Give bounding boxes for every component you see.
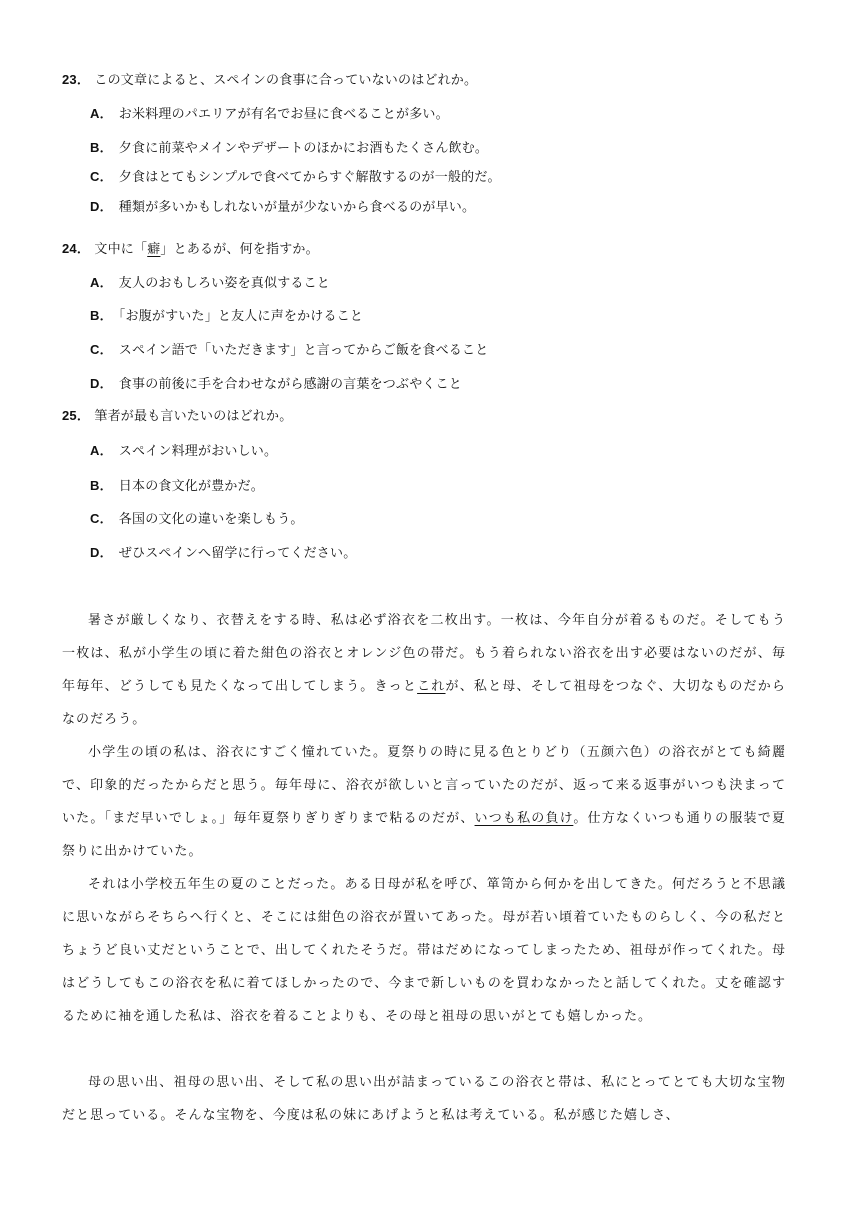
paragraph-text: が、私と母、そして祖母をつなぐ、大切なものだからなのだろう。 [62, 679, 786, 727]
option-24-a [90, 274, 330, 293]
option-23-b [90, 139, 488, 158]
option-24-c [90, 341, 488, 360]
underlined-phrase: いつも私の負け [474, 811, 574, 826]
option-25-d [90, 544, 356, 563]
underlined-term: 癖 [147, 242, 161, 257]
option-23-c [90, 168, 501, 187]
option-text: 友人のおもしろい姿を真似すること [118, 276, 330, 291]
option-text: スペイン料理がおいしい。 [118, 444, 278, 459]
question-25 [62, 407, 292, 426]
passage-paragraph-4 [62, 1066, 786, 1132]
option-text: 夕食はとてもシンプルで食べてからすぐ解散するのが一般的だ。 [118, 170, 501, 185]
option-letter: D． [90, 376, 113, 391]
question-text [94, 242, 318, 257]
option-text: 夕食に前菜やメインやデザートのほかにお酒もたくさん飲む。 [118, 141, 489, 156]
option-text: 日本の食文化が豊かだ。 [118, 479, 264, 494]
paragraph-text: 。仕方なくいつも通りの服装で夏祭りに出かけていた。 [62, 811, 786, 859]
option-text: ぜひスペインへ留学に行ってください。 [118, 546, 357, 561]
option-text: 「お腹がすいた」と友人に声をかけること [118, 309, 364, 324]
question-24 [62, 240, 319, 259]
underlined-phrase: これ [417, 679, 446, 694]
option-text: スペイン語で「いただきます」と言ってからご飯を食べること [118, 343, 489, 358]
option-letter: B． [90, 140, 113, 155]
paragraph-text: 小学生の頃の私は、浴衣にすごく憧れていた。夏祭りの時に見る色とりどり（五颜六色）の浴衣がとても綺麗で、印象的だったからだと思う。毎年母に、浴衣が欲しいと言っていたのだが、返って来る返事がいつも決まっていた。「まだ早いでしょ。」毎年夏祭りぎりぎりまで粘るのだが、 [62, 745, 786, 826]
question-text-after: 」とあるが、何を指すか。 [160, 242, 319, 257]
paragraph-text: 母の思い出、祖母の思い出、そして私の思い出が詰まっているこの浴衣と帯は、私にとってとても大切な宝物だと思っている。そんな宝物を、今度は私の妹にあげようと私は考えている。私が感じた嬉しさ、 [62, 1075, 786, 1123]
option-letter: B． [90, 308, 113, 323]
paragraph-text: それは小学校五年生の夏のことだった。ある日母が私を呼び、箪笥から何かを出してきた。何だろうと不思議に思いながらそちらへ行くと、そこには紺色の浴衣が置いてあった。母が若い頃着ていたものらしく、今の私だとちょうど良い丈だということで、出してくれたそうだ。帯はだめになってしまったため、祖母が作ってくれた。母はどうしてもこの浴衣を私に着てほしかったので、今まで新しいものを買わなかったと話してくれた。丈を確認するために袖を通した私は、浴衣を着ることよりも、その母と祖母の思いがとても嬉しかった。 [62, 877, 786, 1024]
option-text: 各国の文化の違いを楽しもう。 [118, 512, 304, 527]
paragraph-text: 暑さが厳しくなり、衣替えをする時、私は必ず浴衣を二枚出す。一枚は、今年自分が着るものだ。そしてもう一枚は、私が小学生の頃に着た紺色の浴衣とオレンジ色の帯だ。もう着られない浴衣を出す必要はないのだが、毎年毎年、どうしても見たくなって出してしまう。きっと [62, 613, 786, 694]
question-number: 23． [62, 72, 91, 87]
question-number: 25． [62, 408, 91, 423]
option-25-b [90, 477, 264, 496]
option-24-d [90, 375, 462, 394]
option-letter: C． [90, 342, 113, 357]
option-24-b [90, 307, 363, 326]
option-letter: A． [90, 443, 113, 458]
option-25-c [90, 510, 304, 529]
question-23 [62, 71, 477, 90]
option-text: 食事の前後に手を合わせながら感謝の言葉をつぶやくこと [118, 377, 462, 392]
question-text: 筆者が最も言いたいのはどれか。 [94, 409, 293, 424]
option-letter: A． [90, 275, 113, 290]
option-text: お米料理のパエリアが有名でお昼に食べることが多い。 [118, 107, 449, 122]
passage-paragraph-1 [62, 604, 786, 736]
question-number: 24． [62, 241, 91, 256]
option-letter: A． [90, 106, 113, 121]
question-text: この文章によると、スペインの食事に合っていないのはどれか。 [94, 73, 478, 88]
passage-paragraph-2 [62, 736, 786, 868]
option-letter: B． [90, 478, 113, 493]
option-23-a [90, 105, 449, 124]
option-text: 種類が多いかもしれないが量が少ないから食べるのが早い。 [118, 200, 476, 215]
passage-paragraph-3 [62, 868, 786, 1033]
option-letter: C． [90, 169, 113, 184]
option-letter: D． [90, 545, 113, 560]
option-25-a [90, 442, 277, 461]
option-letter: C． [90, 511, 113, 526]
option-letter: D． [90, 199, 113, 214]
question-text-before: 文中に「 [94, 242, 148, 257]
option-23-d [90, 198, 475, 217]
